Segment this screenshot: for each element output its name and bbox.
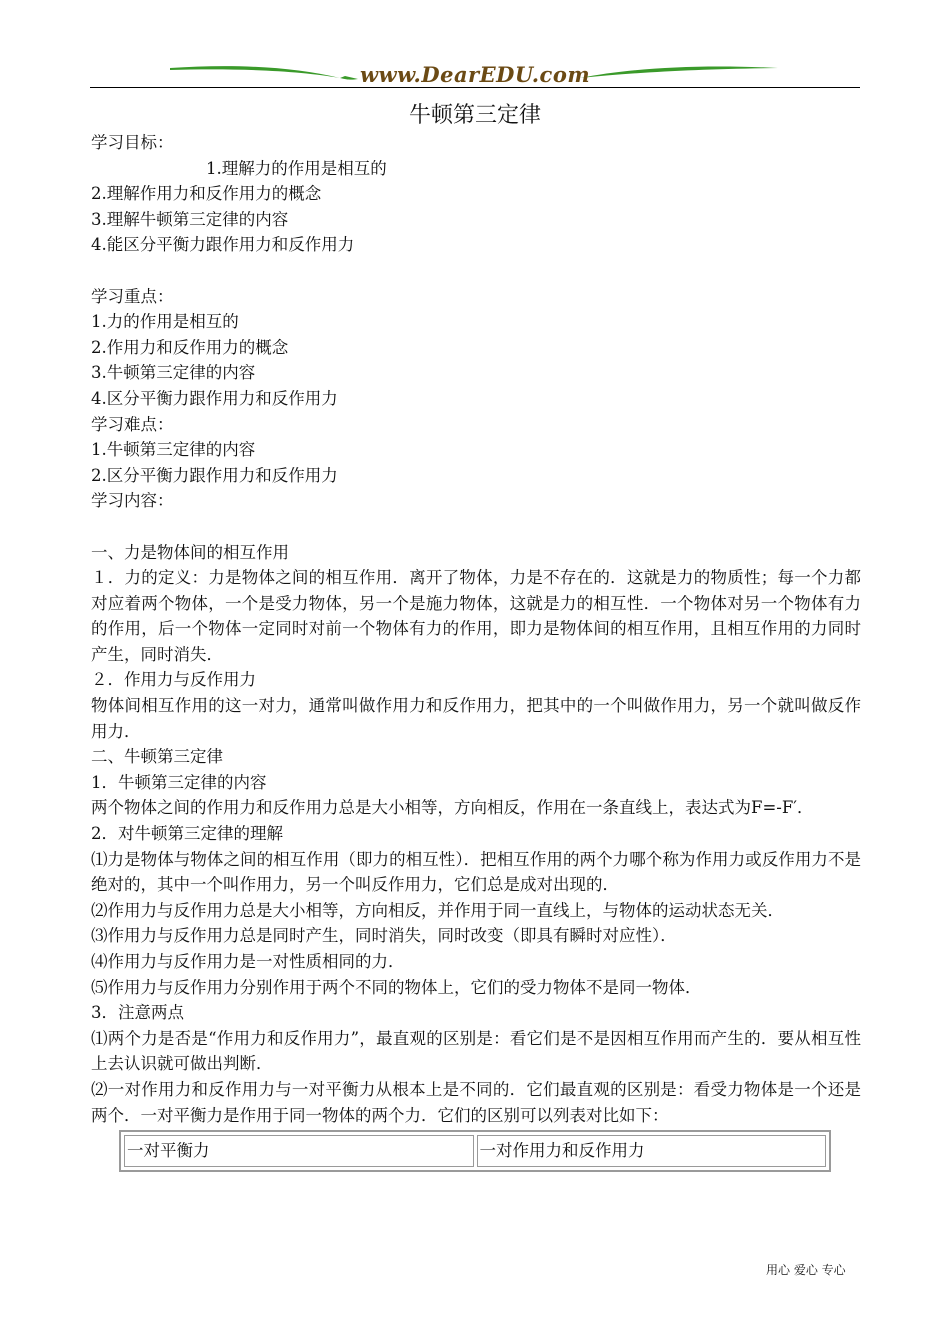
key-point-item: 1.力的作用是相互的	[91, 312, 239, 332]
site-header	[90, 58, 860, 90]
table-header-cell: 一对平衡力	[124, 1135, 474, 1167]
understanding-item: ⑷作用力与反作用力是一对性质相同的力．	[91, 952, 405, 971]
section2-subheading: 3．注意两点	[91, 1003, 184, 1023]
document-body	[91, 130, 861, 1172]
page-footer: 用心 爱心 专心	[766, 1263, 846, 1277]
section2-subheading: 2．对牛顿第三定律的理解	[91, 824, 283, 844]
objective-item: 3.理解牛顿第三定律的内容	[91, 209, 289, 229]
understanding-item: ⑶作用力与反作用力总是同时产生，同时消失，同时改变（即具有瞬时对应性）．	[91, 926, 677, 946]
difficulties-heading: 学习难点：	[91, 414, 174, 434]
section2-subheading: 1．牛顿第三定律的内容	[91, 772, 267, 792]
site-url: www.DearEDU.com	[359, 62, 591, 87]
understanding-item: ⑵作用力与反作用力总是大小相等，方向相反，并作用于同一直线上，与物体的运动状态无关．	[91, 900, 784, 920]
understanding-item: ⑸作用力与反作用力分别作用于两个不同的物体上，它们的受力物体不是同一物体．	[91, 977, 702, 997]
comparison-table	[119, 1130, 831, 1172]
section1-heading: 一、力是物体间的相互作用	[91, 542, 289, 562]
section1-paragraph: 物体间相互作用的这一对力，通常叫做作用力和反作用力，把其中的一个叫做作用力，另一个就叫做反作用力．	[91, 696, 861, 741]
table-header-cell: 一对作用力和反作用力	[477, 1135, 827, 1167]
key-points-heading: 学习重点：	[91, 286, 174, 306]
header-rule	[90, 87, 860, 88]
difficulty-item: 2.区分平衡力跟作用力和反作用力	[91, 465, 338, 485]
note-item: ⑵一对作用力和反作用力与一对平衡力从根本上是不同的．它们最直观的区别是：看受力物体是一个还是两个．一对平衡力是作用于同一物体的两个力．它们的区别可以列表对比如下：	[91, 1079, 861, 1125]
content-heading: 学习内容：	[91, 491, 174, 511]
key-point-item: 2.作用力和反作用力的概念	[91, 337, 289, 357]
objective-item: 2.理解作用力和反作用力的概念	[91, 184, 322, 204]
objective-item: 4.能区分平衡力跟作用力和反作用力	[91, 235, 355, 255]
objectives-heading: 学习目标：	[91, 133, 174, 152]
section1-subheading: ２．作用力与反作用力	[91, 670, 256, 690]
objective-item: 1.理解力的作用是相互的	[206, 158, 387, 178]
table-row	[124, 1135, 826, 1167]
key-point-item: 4.区分平衡力跟作用力和反作用力	[91, 388, 338, 408]
understanding-item: ⑴力是物体与物体之间的相互作用（即力的相互性）．把相互作用的两个力哪个称为作用力或反作用力不是绝对的，其中一个叫作用力，另一个叫反作用力，它们总是成对出现的．	[91, 849, 861, 895]
page-title: 牛顿第三定律	[408, 103, 541, 128]
note-item: ⑴两个力是否是“作用力和反作用力”，最直观的区别是：看它们是不是因相互作用而产生的．要从相互性上去认识就可做出判断．	[91, 1028, 861, 1074]
difficulty-item: 1.牛顿第三定律的内容	[91, 440, 256, 460]
section2-paragraph: 两个物体之间的作用力和反作用力总是大小相等，方向相反，作用在一条直线上，表达式为F=-F′．	[91, 798, 814, 818]
key-point-item: 3.牛顿第三定律的内容	[91, 363, 256, 383]
section2-heading: 二、牛顿第三定律	[91, 747, 223, 767]
section1-paragraph: １．力的定义：力是物体之间的相互作用．离开了物体，力是不存在的．这就是力的物质性；每一个力都对应着两个物体，一个是受力物体，另一个是施力物体，这就是力的相互性．一个物体对另一个物体有力的作用，后一个物体一定同时对前一个物体有力的作用，即力是物体间的相互作用，且相互作用的力同时产生，同时消失．	[91, 568, 861, 664]
